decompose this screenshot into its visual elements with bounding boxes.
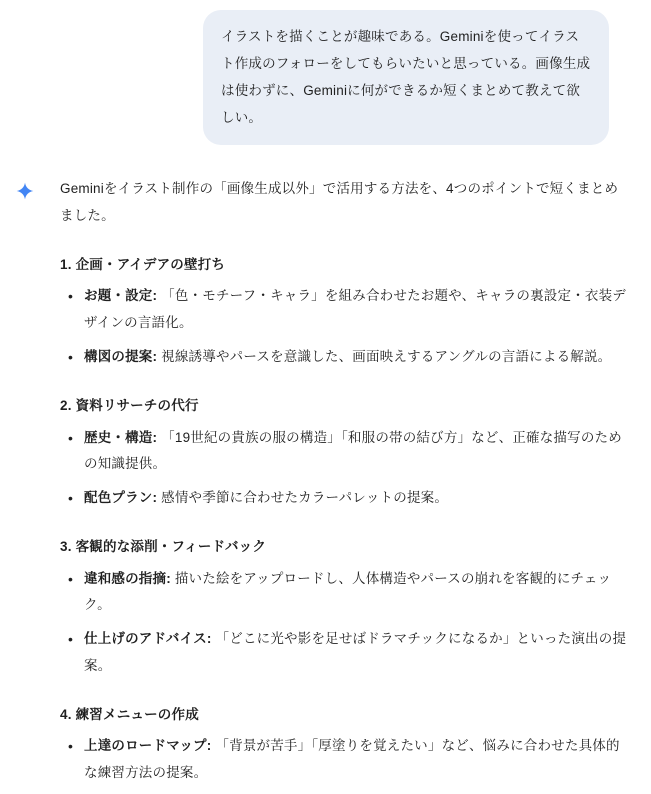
list-item: [60, 733, 629, 786]
section-list: [60, 283, 629, 370]
list-item-text: 「色・モチーフ・キャラ」を組み合わせたお題や、キャラの裏設定・衣装デザインの言語化。: [84, 288, 627, 330]
list-item-text: 「19世紀の貴族の服の構造」「和服の帯の結び方」など、正確な描写のための知識提供。: [84, 429, 622, 471]
user-message-bubble: イラストを描くことが趣味である。Geminiを使ってイラスト作成のフォローをしてもらいたいと思っている。画像生成は使わずに、Geminiに何ができるか短くまとめて教えて欲しい。: [203, 10, 609, 145]
list-item: [60, 344, 629, 370]
list-item-lead: お題・設定:: [84, 288, 158, 304]
list-item: [60, 283, 629, 336]
list-item-text: 「どこに光や影を足せばドラマチックになるか」といった演出の提案。: [84, 631, 627, 673]
list-item-lead: 違和感の指摘:: [84, 570, 171, 586]
assistant-intro: Geminiをイラスト制作の「画像生成以外」で活用する方法を、4つのポイントで短くまとめました。: [60, 181, 619, 223]
list-item-text: 描いた絵をアップロードし、人体構造やパースの崩れを客観的にチェック。: [84, 570, 612, 613]
list-item: [60, 566, 629, 619]
section-heading: 1. 企画・アイデアの壁打ち: [60, 257, 226, 272]
user-message-row: [0, 10, 651, 145]
list-item: [60, 626, 629, 679]
section-heading: 2. 資料リサーチの代行: [60, 398, 199, 414]
list-item-lead: 上達のロードマップ:: [84, 738, 212, 754]
section-heading: 4. 練習メニューの作成: [60, 707, 199, 723]
assistant-message-body: [38, 175, 629, 794]
list-item-lead: 仕上げのアドバイス:: [84, 631, 212, 647]
section-list: [60, 733, 629, 786]
list-item: [60, 485, 629, 511]
section-heading: 3. 客観的な添削・フィードバック: [60, 539, 267, 555]
list-item-lead: 構図の提案:: [84, 348, 158, 364]
section-list: [60, 425, 629, 512]
assistant-message-row: [0, 175, 651, 794]
sparkle-icon: [12, 181, 38, 206]
list-item-lead: 歴史・構造:: [84, 429, 158, 445]
list-item-text: 「背景が苦手」「厚塗りを覚えたい」など、悩みに合わせた具体的な練習方法の提案。: [84, 738, 620, 780]
list-item-text: 視線誘導やパースを意識した、画面映えするアングルの言語による解説。: [161, 348, 612, 364]
section-list: [60, 566, 629, 679]
list-item-text: 感情や季節に合わせたカラーパレットの提案。: [161, 490, 449, 506]
list-item: [60, 425, 629, 478]
list-item-lead: 配色プラン:: [84, 490, 158, 506]
